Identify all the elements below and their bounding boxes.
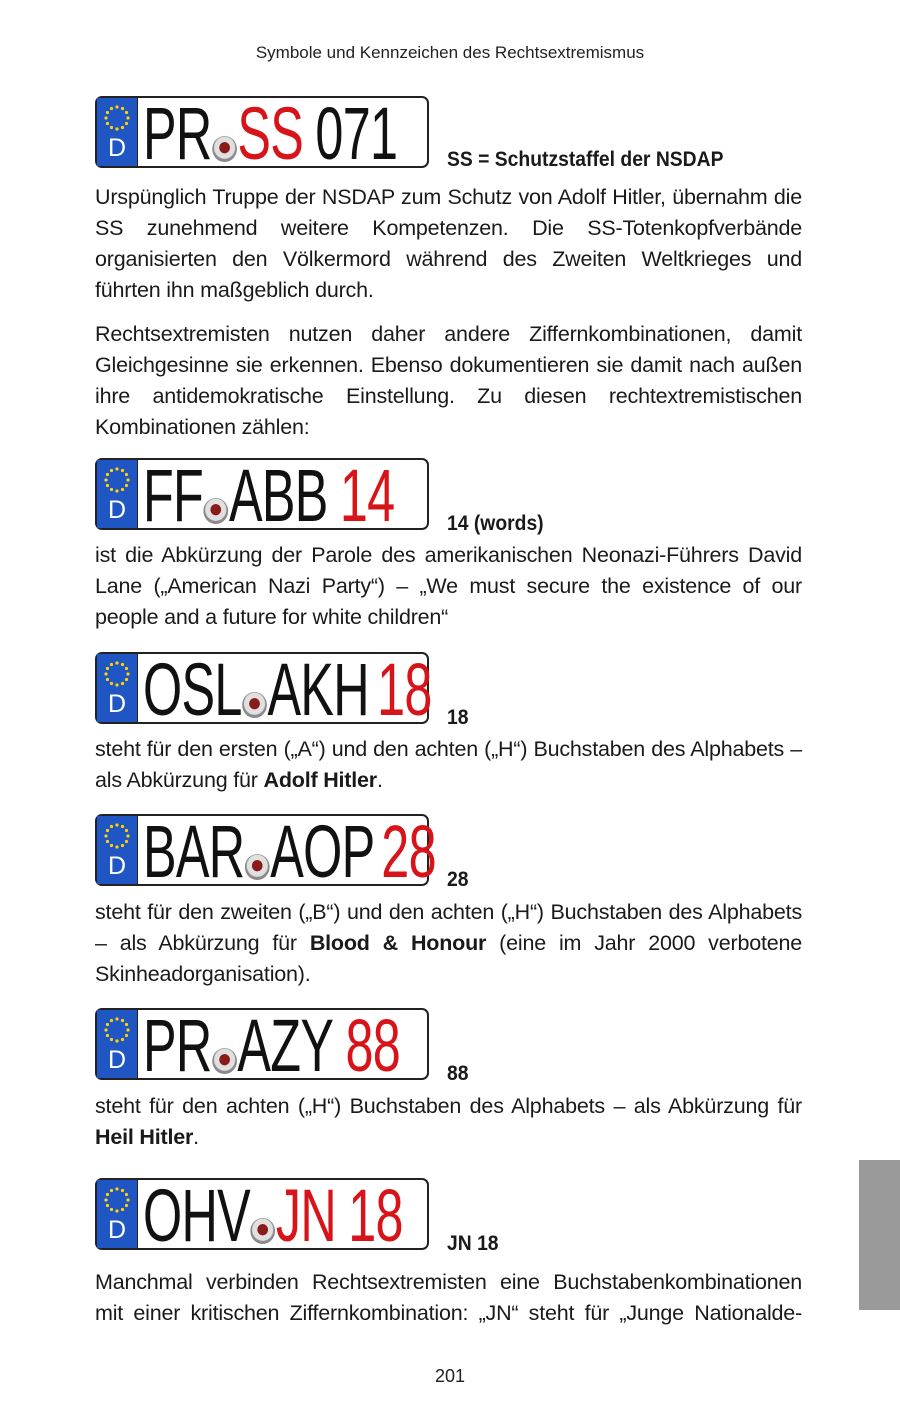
country-code: D [107,852,127,880]
paragraph-14: ist die Abkürzung der Parole des amerikanischen Neonazi-Führers David Lane („American Nazi Party“) – „We must secure the existence of our people and a future for white children“ [95,543,802,629]
paragraph-28-end: (eine im Jahr 2000 verbotene Skinheadorganisation). [95,931,803,986]
plate-district: OSL [143,648,242,731]
eu-band [97,654,138,722]
plate-number: 18 [348,1174,403,1257]
license-plate-28 [95,810,436,893]
eu-star-icon [121,682,124,685]
eu-band [97,816,138,884]
eu-star-icon [125,1193,128,1196]
eu-star-icon [106,667,109,670]
paragraph-intro: Rechtsextremisten nutzen daher andere Ziffernkombinationen, damit Gleichgesinne sie erkennen. Ebenso dokumentieren sie damit nach außen ihre antidemokratische Einstellung. Zu diesen rechtextremistischen Kombinationen zählen: [95,322,802,439]
eu-star-icon [106,473,109,476]
plate-letters: JN [275,1174,336,1257]
license-plate-88 [95,1004,429,1087]
eu-star-icon [125,1204,128,1207]
eu-star-icon [126,116,129,119]
eu-band [97,98,138,166]
registration-seal-icon [212,136,237,162]
plate-label: 88 [447,1062,469,1085]
eu-star-icon [126,1198,129,1201]
plate-number: 18 [377,648,432,731]
license-plate-18 [95,648,432,731]
paragraph-88-end: . [193,1125,199,1149]
country-code: D [107,134,127,162]
registration-seal-icon [204,498,229,524]
eu-star-icon [126,1028,129,1031]
eu-star-icon [110,469,113,472]
eu-star-icon [110,107,113,110]
eu-star-icon [125,840,128,843]
eu-star-icon [110,844,113,847]
paragraph-18-bold: Adolf Hitler [263,768,377,792]
eu-star-icon [106,829,109,832]
paragraph-88-bold: Heil Hitler [95,1125,194,1149]
paragraph-jn18: Manchmal verbinden Rechtsextremisten eine Buchstabenkombinationen mit einer kritischen Ziffernkombination: „JN“ steht für „Junge Nationalde- [95,1270,802,1325]
eu-band [97,1010,138,1078]
eu-star-icon [121,663,124,666]
eu-stars-icon [102,1015,132,1045]
eu-star-icon [125,829,128,832]
eu-star-icon [106,1204,109,1207]
plate-characters [143,811,436,893]
eu-band [97,460,138,528]
eu-star-icon [110,1038,113,1041]
eu-star-icon [121,1189,124,1192]
eu-stars-icon [102,1185,132,1215]
plate-label: SS = Schutzstaffel der NSDAP [447,148,724,171]
page-number: 201 [434,1366,466,1386]
plate-district: PR [143,92,212,175]
eu-star-icon [104,834,107,837]
eu-star-icon [125,667,128,670]
plate-letters: SS [237,92,304,175]
eu-star-icon [106,111,109,114]
plate-label: 18 [447,706,469,729]
plate-characters [143,93,397,175]
plate-district: OHV [143,1174,251,1257]
eu-star-icon [110,663,113,666]
eu-star-icon [121,469,124,472]
eu-star-icon [121,1019,124,1022]
eu-star-icon [115,105,118,108]
eu-stars-icon [102,465,132,495]
eu-star-icon [125,1034,128,1037]
eu-star-icon [110,1208,113,1211]
license-plate-jn18 [95,1174,429,1257]
plate-letters: ABB [228,454,328,537]
eu-star-icon [121,107,124,110]
license-plate-14 [95,454,429,537]
eu-star-icon [106,484,109,487]
plate-number: 071 [315,92,398,175]
running-head: Symbole und Kennzeichen des Rechtsextremismus [255,43,645,62]
eu-star-icon [115,1187,118,1190]
plate-number: 14 [339,454,395,537]
eu-stars-icon [102,659,132,689]
plate-label: JN 18 [447,1232,499,1255]
eu-stars-icon [102,821,132,851]
license-plate-ss [95,92,429,175]
plate-characters [143,1005,400,1087]
plate-letters: AZY [237,1004,334,1087]
plate-label: 14 (words) [447,512,544,535]
paragraph-88 [95,1091,802,1153]
eu-star-icon [126,834,129,837]
eu-star-icon [115,661,118,664]
eu-star-icon [115,1017,118,1020]
plate-characters [143,1175,403,1257]
eu-star-icon [104,116,107,119]
plate-characters [143,649,432,731]
eu-star-icon [125,484,128,487]
plate-district: FF [143,454,204,537]
eu-star-icon [106,678,109,681]
eu-star-icon [121,126,124,129]
eu-band [97,1180,138,1248]
chapter-tab [859,1160,900,1310]
country-code: D [107,1216,127,1244]
eu-stars-icon [102,103,132,133]
eu-star-icon [121,1208,124,1211]
eu-star-icon [106,1023,109,1026]
eu-star-icon [110,1189,113,1192]
registration-seal-icon [212,1048,237,1074]
eu-star-icon [115,683,118,686]
eu-star-icon [115,467,118,470]
eu-star-icon [121,1038,124,1041]
plate-district: BAR [143,810,245,893]
eu-star-icon [104,1028,107,1031]
paragraph-ss: Urspünglich Truppe der NSDAP zum Schutz von Adolf Hitler, übernahm die SS zunehmend weitere Kompetenzen. Die SS-Totenkopfverbände organisierten den Völkermord während des Zweiten Weltkrieges und führten ihn maßgeblich durch. [95,185,802,302]
eu-star-icon [115,845,118,848]
plate-letters: AKH [267,648,369,731]
eu-star-icon [125,473,128,476]
plate-characters [143,455,394,537]
registration-seal-icon [242,692,267,718]
registration-seal-icon [245,854,270,880]
plate-district: PR [143,1004,212,1087]
eu-star-icon [106,1193,109,1196]
registration-seal-icon [251,1218,276,1244]
eu-star-icon [110,126,113,129]
eu-star-icon [125,1023,128,1026]
eu-star-icon [110,682,113,685]
paragraph-28-bold: Blood & Honour [309,931,487,955]
paragraph-28 [95,897,802,990]
paragraph-18-end: . [376,768,383,792]
eu-star-icon [110,488,113,491]
eu-star-icon [115,823,118,826]
eu-star-icon [121,825,124,828]
plate-label: 28 [447,868,469,891]
country-code: D [107,1046,127,1074]
eu-star-icon [125,122,128,125]
eu-star-icon [104,672,107,675]
eu-star-icon [121,488,124,491]
eu-star-icon [126,672,129,675]
eu-star-icon [126,478,129,481]
country-code: D [107,690,127,718]
eu-star-icon [125,678,128,681]
plate-letters: AOP [270,810,375,893]
eu-star-icon [110,1019,113,1022]
paragraph-18-text: steht für den ersten („A“) und den achten („H“) Buchstaben des Alphabets – als Abkürzung für [95,737,802,792]
eu-star-icon [106,1034,109,1037]
plate-number: 88 [345,1004,401,1087]
eu-star-icon [121,844,124,847]
eu-star-icon [104,1198,107,1201]
plate-number: 28 [381,810,436,893]
country-code: D [107,496,127,524]
eu-star-icon [106,122,109,125]
eu-star-icon [125,111,128,114]
eu-star-icon [106,840,109,843]
eu-star-icon [115,127,118,130]
paragraph-28-text: steht für den zweiten („B“) und den achten („H“) Buchstaben des Alphabets – als Abkürzung für [95,900,802,955]
eu-star-icon [115,1039,118,1042]
eu-star-icon [115,1209,118,1212]
eu-star-icon [115,489,118,492]
paragraph-18 [95,734,802,796]
paragraph-88-text: steht für den achten („H“) Buchstaben des Alphabets – als Abkürzung für [95,1094,802,1118]
eu-star-icon [110,825,113,828]
eu-star-icon [104,478,107,481]
